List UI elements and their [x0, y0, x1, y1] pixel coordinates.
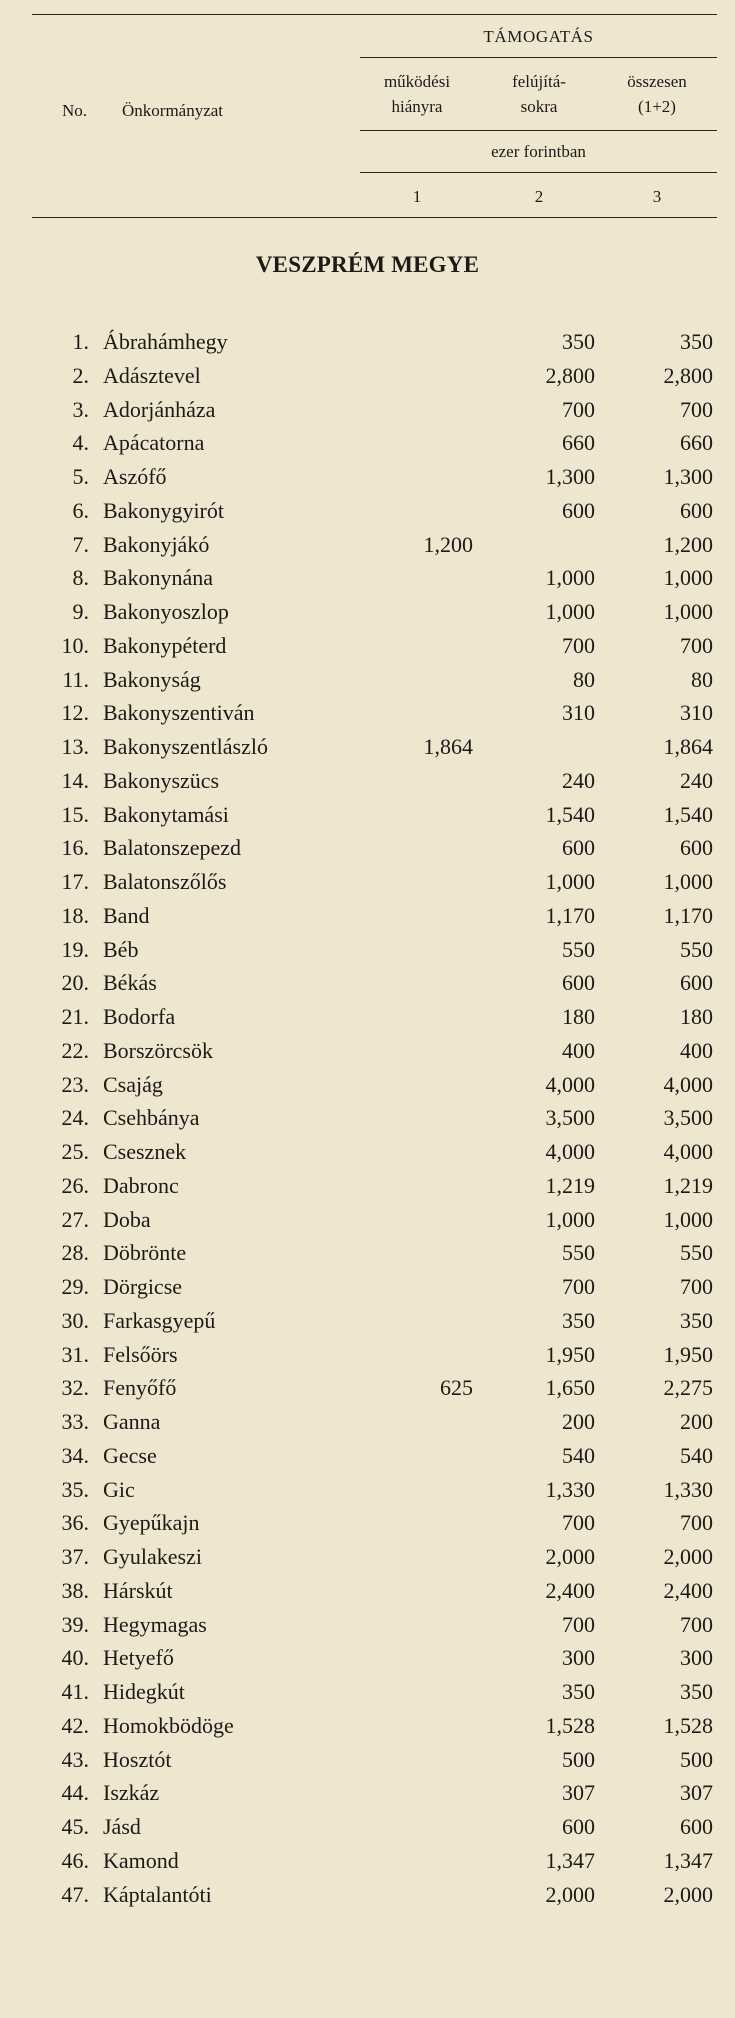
total-value: 500 — [680, 1746, 713, 1772]
renovation-value: 700 — [562, 396, 595, 422]
renovation-value: 400 — [562, 1037, 595, 1063]
total-value: 350 — [680, 1307, 713, 1333]
total-value: 1,950 — [663, 1341, 713, 1367]
municipality-name: Adorjánháza — [103, 396, 216, 422]
renovation-value: 1,540 — [545, 801, 595, 827]
municipality-name: Iszkáz — [103, 1780, 160, 1806]
municipality-name: Bakonyság — [103, 666, 201, 692]
total-value: 80 — [691, 666, 713, 692]
row-number: 31. — [61, 1341, 89, 1367]
municipality-name: Gyepűkajn — [103, 1510, 200, 1536]
renovation-value: 600 — [562, 1814, 595, 1839]
row-number: 44. — [61, 1780, 89, 1806]
total-value: 550 — [680, 936, 713, 962]
total-value: 307 — [680, 1780, 713, 1806]
renovation-value: 350 — [562, 1307, 595, 1333]
support-title: TÁMOGATÁS — [483, 27, 594, 46]
renovation-value: 1,000 — [545, 599, 595, 624]
total-value: 600 — [680, 1814, 713, 1839]
total-value: 600 — [680, 497, 713, 523]
renovation-value: 550 — [562, 936, 595, 962]
table-row — [0, 696, 735, 730]
col3-header-line1: összesen — [627, 72, 687, 91]
county-title: VESZPRÉM MEGYE — [255, 252, 480, 277]
table-row — [0, 1473, 735, 1507]
municipality-name: Dörgicse — [103, 1274, 183, 1299]
row-number: 21. — [61, 1004, 89, 1029]
row-number: 3. — [72, 396, 89, 422]
renovation-value: 300 — [562, 1645, 595, 1671]
municipality-table-body — [0, 325, 735, 1911]
total-value: 1,000 — [663, 1206, 713, 1232]
municipality-name: Ganna — [103, 1409, 161, 1434]
renovation-value: 1,300 — [545, 464, 595, 489]
total-value: 700 — [680, 1274, 713, 1299]
row-number: 7. — [72, 531, 89, 557]
table-row — [0, 1203, 735, 1237]
operating-deficit-value: 1,864 — [423, 734, 473, 759]
row-number: 27. — [61, 1206, 89, 1232]
municipality-name: Adásztevel — [103, 362, 201, 388]
row-number: 8. — [72, 565, 89, 591]
total-value: 1,000 — [663, 565, 713, 591]
row-number: 13. — [61, 734, 89, 759]
table-row — [0, 1371, 735, 1405]
table-row — [0, 359, 735, 393]
total-value: 1,000 — [663, 599, 713, 624]
row-number: 37. — [61, 1544, 89, 1569]
row-number: 11. — [62, 666, 89, 692]
table-row — [0, 1338, 735, 1372]
municipality-name: Béb — [103, 936, 139, 962]
renovation-value: 350 — [562, 329, 595, 354]
renovation-value: 4,000 — [545, 1139, 595, 1164]
row-number: 36. — [61, 1510, 89, 1536]
table-row — [0, 1135, 735, 1169]
table-row — [0, 1641, 735, 1675]
table-row — [0, 1101, 735, 1135]
row-number: 22. — [61, 1037, 89, 1063]
row-number: 41. — [61, 1679, 89, 1704]
municipality-name: Gecse — [103, 1442, 157, 1468]
table-row — [0, 933, 735, 967]
total-value: 660 — [680, 430, 713, 456]
renovation-value: 1,000 — [545, 869, 595, 894]
municipality-name: Ábrahámhegy — [103, 329, 228, 354]
total-value: 1,347 — [663, 1847, 713, 1873]
total-value: 1,864 — [663, 734, 713, 759]
row-number: 38. — [61, 1577, 89, 1603]
total-value: 310 — [680, 700, 713, 726]
row-number: 40. — [61, 1645, 89, 1671]
row-number: 18. — [61, 902, 89, 928]
col1-header-line2: hiányra — [391, 97, 443, 116]
renovation-value: 600 — [562, 835, 595, 861]
table-row — [0, 1304, 735, 1338]
col1-header-line1: működési — [383, 72, 451, 91]
row-number: 1. — [72, 329, 89, 354]
renovation-value: 80 — [573, 666, 595, 692]
total-value: 350 — [680, 329, 713, 354]
row-number: 43. — [61, 1746, 89, 1772]
municipality-name: Hetyefő — [103, 1645, 174, 1671]
renovation-value: 350 — [562, 1679, 595, 1704]
total-value: 200 — [680, 1409, 713, 1434]
table-row — [0, 1540, 735, 1574]
total-value: 600 — [680, 970, 713, 996]
renovation-value: 310 — [562, 700, 595, 726]
row-number: 39. — [61, 1611, 89, 1637]
table-row — [0, 494, 735, 528]
table-row — [0, 1034, 735, 1068]
renovation-value: 700 — [562, 1274, 595, 1299]
col2-number: 2 — [534, 187, 544, 206]
row-number: 4. — [72, 430, 89, 456]
table-row — [0, 1506, 735, 1540]
row-number: 33. — [61, 1409, 89, 1434]
municipality-name: Homokbödöge — [103, 1712, 234, 1738]
unit-rule — [360, 172, 717, 173]
renovation-value: 1,000 — [545, 1206, 595, 1232]
table-row — [0, 528, 735, 562]
total-value: 700 — [680, 1611, 713, 1637]
row-number: 23. — [61, 1071, 89, 1097]
row-number: 46. — [61, 1847, 89, 1873]
total-value: 400 — [680, 1037, 713, 1063]
row-number: 47. — [61, 1881, 89, 1907]
renovation-value: 180 — [562, 1004, 595, 1029]
table-row — [0, 1439, 735, 1473]
header-bottom-rule — [32, 217, 717, 218]
row-number: 42. — [61, 1712, 89, 1738]
municipality-name: Band — [103, 902, 150, 928]
table-row — [0, 966, 735, 1000]
operating-deficit-value: 625 — [440, 1375, 473, 1401]
municipality-name: Hárskút — [103, 1577, 173, 1603]
table-row — [0, 1844, 735, 1878]
renovation-value: 2,000 — [545, 1881, 595, 1907]
table-row — [0, 899, 735, 933]
support-rule — [360, 57, 717, 58]
table-row — [0, 865, 735, 899]
col-name-header: Önkormányzat — [122, 101, 224, 120]
top-rule — [32, 14, 717, 15]
col2-header-line2: sokra — [520, 97, 558, 116]
renovation-value: 660 — [562, 430, 595, 456]
municipality-name: Hegymagas — [103, 1611, 207, 1637]
municipality-name: Gyulakeszi — [103, 1544, 202, 1569]
total-value: 350 — [680, 1679, 713, 1704]
table-row — [0, 561, 735, 595]
total-value: 2,000 — [663, 1881, 713, 1907]
table-row — [0, 798, 735, 832]
municipality-name: Bakonygyirót — [103, 497, 224, 523]
table-row — [0, 1169, 735, 1203]
table-row — [0, 1743, 735, 1777]
table-row — [0, 764, 735, 798]
municipality-name: Borszörcsök — [103, 1037, 213, 1063]
table-row — [0, 629, 735, 663]
table-row — [0, 1236, 735, 1270]
row-number: 5. — [72, 464, 89, 489]
row-number: 32. — [61, 1375, 89, 1401]
municipality-name: Dabronc — [103, 1172, 179, 1198]
table-row — [0, 1675, 735, 1709]
municipality-name: Csesznek — [103, 1139, 187, 1164]
row-number: 25. — [61, 1139, 89, 1164]
total-value: 300 — [680, 1645, 713, 1671]
municipality-name: Balatonszepezd — [103, 835, 242, 861]
row-number: 26. — [61, 1172, 89, 1198]
total-value: 1,219 — [663, 1172, 713, 1198]
municipality-name: Döbrönte — [103, 1240, 187, 1266]
municipality-name: Hidegkút — [103, 1679, 185, 1704]
municipality-name: Bakonytamási — [103, 801, 229, 827]
municipality-name: Bakonyszücs — [103, 767, 220, 793]
total-value: 1,540 — [663, 801, 713, 827]
table-row — [0, 595, 735, 629]
table-row — [0, 831, 735, 865]
total-value: 180 — [680, 1004, 713, 1029]
total-value: 600 — [680, 835, 713, 861]
renovation-value: 1,950 — [545, 1341, 595, 1367]
total-value: 2,275 — [663, 1375, 713, 1401]
row-number: 28. — [61, 1240, 89, 1266]
row-number: 24. — [61, 1105, 89, 1131]
row-number: 29. — [61, 1274, 89, 1299]
municipality-name: Aszófő — [103, 464, 167, 489]
renovation-value: 307 — [562, 1780, 595, 1806]
renovation-value: 1,650 — [545, 1375, 595, 1401]
total-value: 540 — [680, 1442, 713, 1468]
municipality-name: Bakonyszentlászló — [103, 734, 268, 759]
table-row — [0, 1270, 735, 1304]
renovation-value: 700 — [562, 1611, 595, 1637]
municipality-name: Apácatorna — [103, 430, 205, 456]
row-number: 10. — [61, 632, 89, 658]
renovation-value: 600 — [562, 497, 595, 523]
total-value: 700 — [680, 632, 713, 658]
renovation-value: 600 — [562, 970, 595, 996]
row-number: 9. — [72, 599, 89, 624]
municipality-name: Hosztót — [103, 1746, 172, 1772]
renovation-value: 500 — [562, 1746, 595, 1772]
municipality-name: Békás — [103, 970, 157, 996]
municipality-name: Bakonyjákó — [103, 531, 210, 557]
renovation-value: 4,000 — [545, 1071, 595, 1097]
renovation-value: 1,170 — [545, 902, 595, 928]
row-number: 20. — [61, 970, 89, 996]
renovation-value: 1,330 — [545, 1476, 595, 1502]
renovation-value: 2,000 — [545, 1544, 595, 1569]
table-row — [0, 663, 735, 697]
table-row — [0, 1810, 735, 1844]
total-value: 1,200 — [663, 531, 713, 557]
municipality-name: Felsőörs — [103, 1341, 178, 1367]
row-number: 45. — [61, 1814, 89, 1839]
renovation-value: 1,219 — [545, 1172, 595, 1198]
table-row — [0, 460, 735, 494]
table-row — [0, 1000, 735, 1034]
total-value: 3,500 — [663, 1105, 713, 1131]
renovation-value: 700 — [562, 632, 595, 658]
table-row — [0, 1405, 735, 1439]
row-number: 35. — [61, 1476, 89, 1502]
renovation-value: 2,400 — [545, 1577, 595, 1603]
table-row — [0, 1574, 735, 1608]
renovation-value: 700 — [562, 1510, 595, 1536]
renovation-value: 540 — [562, 1442, 595, 1468]
table-row — [0, 1608, 735, 1642]
table-row — [0, 1709, 735, 1743]
municipality-name: Kamond — [103, 1847, 179, 1873]
municipality-name: Balatonszőlős — [103, 869, 227, 894]
row-number: 30. — [61, 1307, 89, 1333]
row-number: 2. — [72, 362, 89, 388]
col3-number: 3 — [652, 187, 662, 206]
municipality-name: Csajág — [103, 1071, 163, 1097]
table-row — [0, 426, 735, 460]
municipality-name: Bakonyszentiván — [103, 700, 255, 726]
row-number: 6. — [72, 497, 89, 523]
col3-header-line2: (1+2) — [638, 97, 676, 116]
municipality-name: Bakonynána — [103, 565, 213, 591]
renovation-value: 1,347 — [545, 1847, 595, 1873]
table-row — [0, 393, 735, 427]
row-number: 12. — [61, 700, 89, 726]
row-number: 19. — [61, 936, 89, 962]
municipality-name: Gic — [103, 1476, 135, 1502]
municipality-name: Bakonyoszlop — [103, 599, 229, 624]
col-no-header: No. — [62, 101, 88, 120]
row-number: 15. — [61, 801, 89, 827]
total-value: 700 — [680, 396, 713, 422]
renovation-value: 3,500 — [545, 1105, 595, 1131]
renovation-value: 240 — [562, 767, 595, 793]
municipality-name: Doba — [103, 1206, 151, 1232]
total-value: 2,800 — [663, 362, 713, 388]
total-value: 1,330 — [663, 1476, 713, 1502]
municipality-name: Bakonypéterd — [103, 632, 227, 658]
municipality-name: Káptalantóti — [103, 1881, 212, 1907]
total-value: 4,000 — [663, 1139, 713, 1164]
table-row — [0, 1878, 735, 1912]
total-value: 4,000 — [663, 1071, 713, 1097]
total-value: 1,170 — [663, 902, 713, 928]
renovation-value: 2,800 — [545, 362, 595, 388]
table-row — [0, 1068, 735, 1102]
unit-label: ezer forintban — [491, 142, 586, 161]
municipality-name: Bodorfa — [103, 1004, 176, 1029]
total-value: 1,528 — [663, 1712, 713, 1738]
renovation-value: 1,000 — [545, 565, 595, 591]
total-value: 1,000 — [663, 869, 713, 894]
municipality-name: Jásd — [103, 1814, 141, 1839]
total-value: 2,000 — [663, 1544, 713, 1569]
total-value: 550 — [680, 1240, 713, 1266]
renovation-value: 200 — [562, 1409, 595, 1434]
operating-deficit-value: 1,200 — [423, 531, 473, 557]
col2-header-line1: felújítá- — [512, 72, 566, 91]
table-row — [0, 1776, 735, 1810]
total-value: 700 — [680, 1510, 713, 1536]
subheader-rule — [360, 130, 717, 131]
row-number: 34. — [61, 1442, 89, 1468]
table-row — [0, 730, 735, 764]
total-value: 2,400 — [663, 1577, 713, 1603]
col1-number: 1 — [412, 187, 422, 206]
row-number: 17. — [61, 869, 89, 894]
total-value: 240 — [680, 767, 713, 793]
renovation-value: 1,528 — [545, 1712, 595, 1738]
renovation-value: 550 — [562, 1240, 595, 1266]
municipality-name: Fenyőfő — [103, 1375, 177, 1401]
total-value: 1,300 — [663, 464, 713, 489]
table-row — [0, 325, 735, 359]
municipality-name: Farkasgyepű — [103, 1307, 216, 1333]
row-number: 16. — [61, 835, 89, 861]
row-number: 14. — [61, 767, 89, 793]
municipality-name: Csehbánya — [103, 1105, 200, 1131]
